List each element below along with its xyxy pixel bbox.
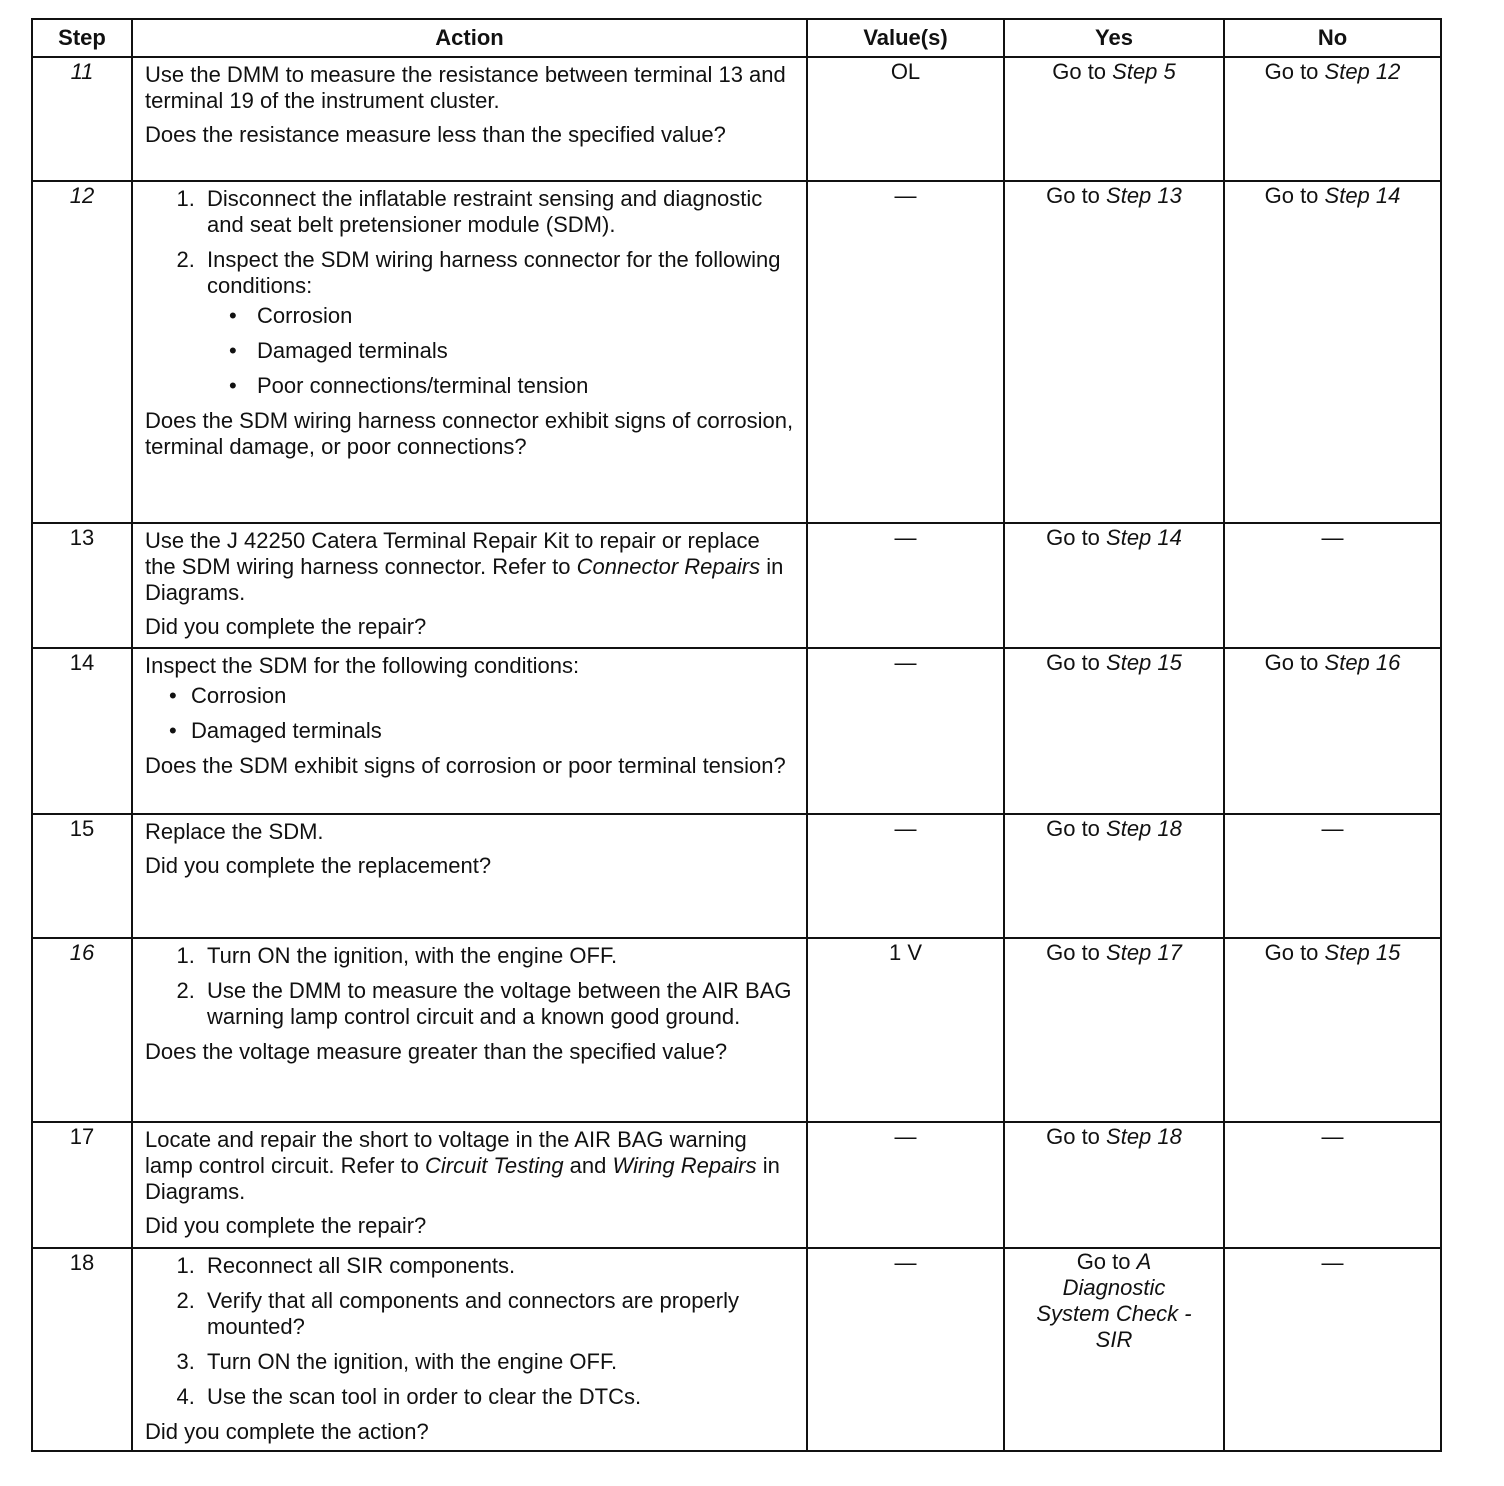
step-link[interactable]: Step 14	[1106, 525, 1182, 550]
step-link[interactable]: Step 12	[1324, 59, 1401, 84]
no-cell	[1224, 938, 1441, 1122]
action-text-part: Use the J 42250 Catera Terminal Repair Kit to repair or replace the SDM wiring harness connector. Refer to	[145, 528, 760, 579]
question-text: Does the voltage measure greater than the specified value?	[145, 1039, 728, 1064]
action-text: Inspect the SDM for the following conditions:	[145, 653, 580, 678]
table-row	[32, 648, 1441, 814]
go-to-text: Go to	[1264, 940, 1325, 965]
step-link[interactable]: Step 5	[1112, 59, 1176, 84]
action-text	[145, 1127, 796, 1205]
table-row	[32, 181, 1441, 523]
action-text	[145, 528, 796, 606]
action-text: Use the DMM to measure the resistance between terminal 13 and terminal 19 of the instrument cluster.	[145, 62, 786, 113]
step-number: 14	[32, 648, 132, 814]
no-cell	[1224, 181, 1441, 523]
action-cell	[132, 181, 807, 523]
action-cell	[132, 1248, 807, 1451]
step-link[interactable]: Step 17	[1106, 940, 1182, 965]
procedure-item: 1. Disconnect the inflatable restraint sensing and diagnostic and seat belt pretensioner module (SDM).	[201, 186, 796, 238]
table-row	[32, 57, 1441, 181]
procedure-item: 3. Turn ON the ignition, with the engine OFF.	[201, 1349, 796, 1375]
step-link[interactable]: Step 14	[1324, 183, 1401, 208]
action-text: Replace the SDM.	[145, 819, 324, 844]
table-row	[32, 1122, 1441, 1248]
step-link[interactable]: A Diagnostic System Check - SIR	[1036, 1249, 1192, 1352]
condition-item: • Corrosion	[191, 683, 796, 709]
question-text: Did you complete the action?	[145, 1419, 429, 1444]
step-number: 13	[32, 523, 132, 648]
go-to-text: Go to	[1052, 59, 1113, 84]
procedure-item: 2. Verify that all components and connectors are properly mounted?	[201, 1288, 796, 1340]
action-cell	[132, 648, 807, 814]
header-step: Step	[32, 19, 132, 57]
value-cell: —	[807, 1248, 1004, 1451]
procedure-item-text: Inspect the SDM wiring harness connector for the following conditions:	[207, 247, 781, 298]
step-link[interactable]: Step 13	[1106, 183, 1182, 208]
action-text-part: in Diagrams.	[145, 1153, 780, 1204]
value-cell: —	[807, 814, 1004, 938]
procedure-item: 1. Turn ON the ignition, with the engine OFF.	[201, 943, 796, 969]
value-cell: —	[807, 181, 1004, 523]
go-to-text: Go to	[1046, 650, 1107, 675]
step-number: 15	[32, 814, 132, 938]
no-cell: —	[1224, 1248, 1441, 1451]
question-text: Does the SDM wiring harness connector exhibit signs of corrosion, terminal damage, or poor connections?	[145, 408, 794, 459]
procedure-list	[145, 186, 796, 399]
question-text: Did you complete the repair?	[145, 614, 427, 639]
step-number: 16	[32, 938, 132, 1122]
go-to-text: Go to	[1046, 940, 1107, 965]
header-no: No	[1224, 19, 1441, 57]
no-cell: —	[1224, 523, 1441, 648]
question-text: Does the SDM exhibit signs of corrosion or poor terminal tension?	[145, 753, 786, 778]
header-yes: Yes	[1004, 19, 1224, 57]
go-to-text: Go to	[1076, 1249, 1137, 1274]
step-link[interactable]: Step 16	[1324, 650, 1401, 675]
condition-item: • Damaged terminals	[251, 338, 796, 364]
procedure-list	[145, 943, 796, 1039]
header-values: Value(s)	[807, 19, 1004, 57]
no-cell: —	[1224, 1122, 1441, 1248]
go-to-text: Go to	[1264, 59, 1325, 84]
header-action: Action	[132, 19, 807, 57]
value-cell: OL	[807, 57, 1004, 181]
procedure-item: 2. Use the DMM to measure the voltage between the AIR BAG warning lamp control circuit and a known good ground.	[201, 978, 796, 1030]
step-link[interactable]: Step 18	[1106, 816, 1182, 841]
condition-item: • Corrosion	[251, 303, 796, 329]
go-to-text: Go to	[1046, 183, 1107, 208]
procedure-list	[145, 1253, 796, 1419]
action-cell	[132, 57, 807, 181]
action-cell	[132, 814, 807, 938]
reference-link[interactable]: Connector Repairs	[576, 554, 761, 579]
diagnostic-table	[31, 18, 1442, 1452]
action-text-part: Locate and repair the short to voltage in the AIR BAG warning lamp control circuit. Refer to	[145, 1127, 747, 1178]
go-to-text: Go to	[1264, 650, 1325, 675]
yes-cell	[1004, 814, 1224, 938]
go-to-text: Go to	[1046, 525, 1107, 550]
no-cell	[1224, 648, 1441, 814]
value-cell: —	[807, 1122, 1004, 1248]
question-text: Did you complete the repair?	[145, 1213, 427, 1238]
step-link[interactable]: Step 15	[1106, 650, 1182, 675]
yes-cell	[1004, 181, 1224, 523]
yes-cell	[1004, 523, 1224, 648]
yes-cell	[1004, 938, 1224, 1122]
no-cell: —	[1224, 814, 1441, 938]
action-cell	[132, 523, 807, 648]
yes-cell	[1004, 1248, 1224, 1451]
yes-cell	[1004, 648, 1224, 814]
table-row	[32, 1248, 1441, 1451]
no-cell	[1224, 57, 1441, 181]
procedure-item: 4. Use the scan tool in order to clear the DTCs.	[201, 1384, 796, 1410]
go-to-text: Go to	[1046, 816, 1107, 841]
step-number: 18	[32, 1248, 132, 1451]
action-text-part: and	[563, 1153, 613, 1178]
condition-list	[145, 683, 796, 744]
go-to-text: Go to	[1046, 1124, 1107, 1149]
step-number: 11	[32, 57, 132, 181]
table-row	[32, 814, 1441, 938]
action-text-part: in Diagrams.	[145, 554, 784, 605]
step-number: 12	[32, 181, 132, 523]
question-text: Does the resistance measure less than the specified value?	[145, 122, 726, 147]
step-link[interactable]: Step 15	[1324, 940, 1401, 965]
reference-link[interactable]: Circuit Testing	[424, 1153, 564, 1178]
procedure-item: 1. Reconnect all SIR components.	[201, 1253, 796, 1279]
condition-item: • Damaged terminals	[191, 718, 796, 744]
go-to-text: Go to	[1264, 183, 1325, 208]
condition-item: • Poor connections/terminal tension	[251, 373, 796, 399]
condition-list	[207, 303, 796, 399]
header-row	[32, 19, 1441, 57]
table-row	[32, 523, 1441, 648]
action-cell	[132, 938, 807, 1122]
value-cell: —	[807, 648, 1004, 814]
reference-link[interactable]: Wiring Repairs	[612, 1153, 757, 1178]
action-cell	[132, 1122, 807, 1248]
value-cell: —	[807, 523, 1004, 648]
yes-cell	[1004, 1122, 1224, 1248]
step-number: 17	[32, 1122, 132, 1248]
question-text: Did you complete the replacement?	[145, 853, 492, 878]
step-link[interactable]: Step 18	[1106, 1124, 1182, 1149]
yes-cell	[1004, 57, 1224, 181]
procedure-item	[201, 247, 796, 399]
value-cell: 1 V	[807, 938, 1004, 1122]
table-row	[32, 938, 1441, 1122]
